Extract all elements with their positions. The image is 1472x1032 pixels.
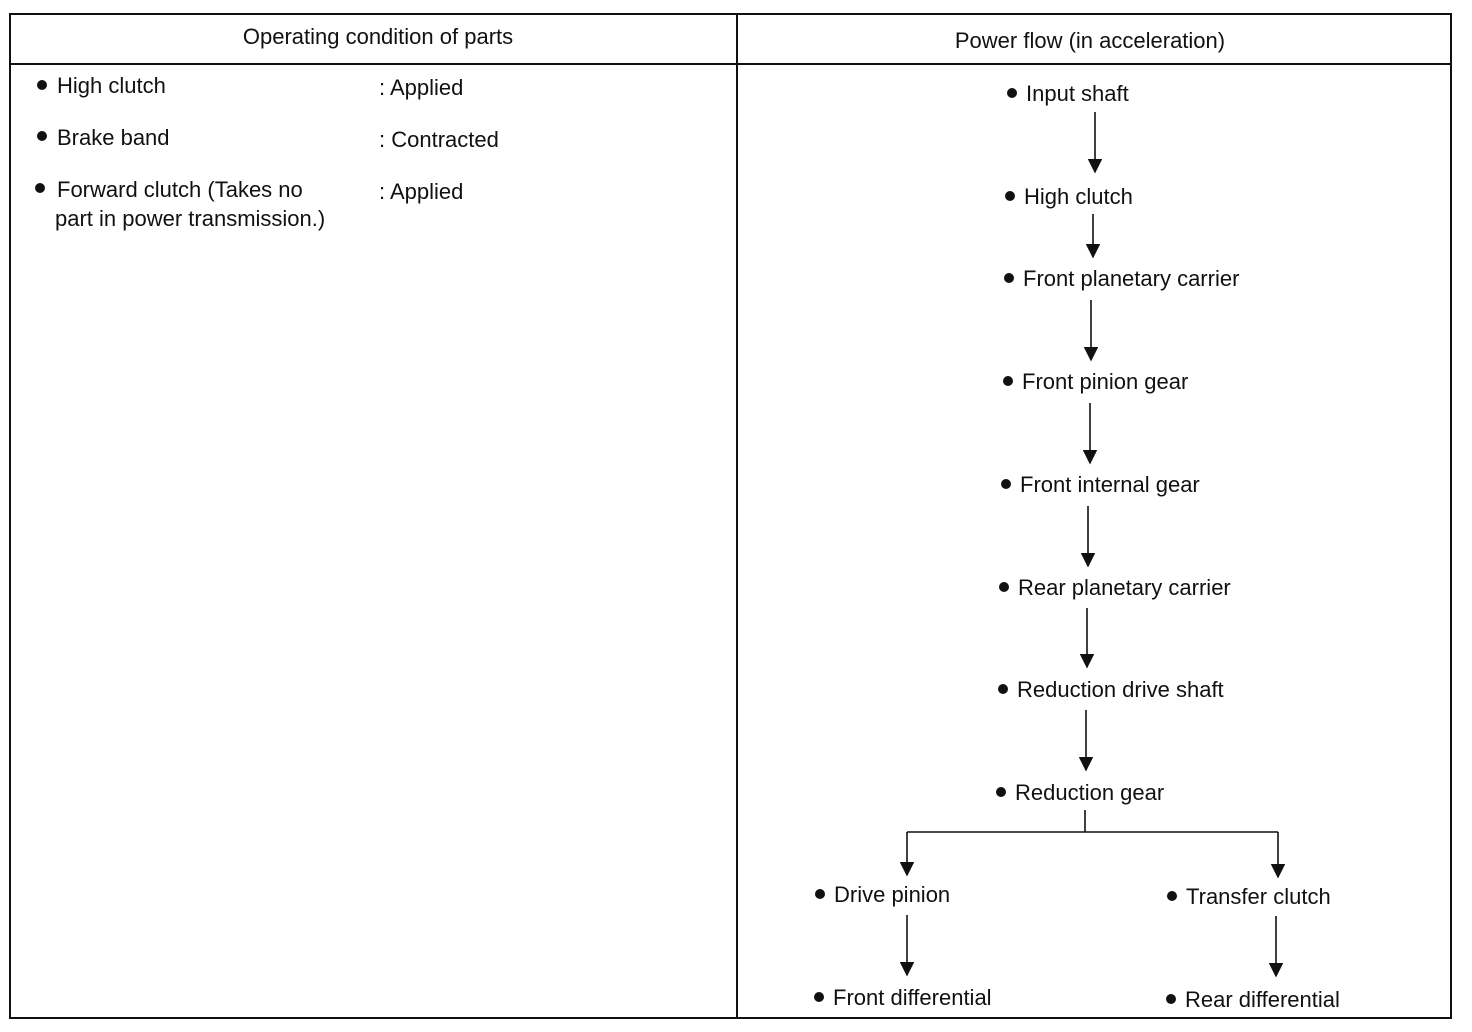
flow-node-label: Front planetary carrier xyxy=(1023,266,1240,291)
condition-item xyxy=(35,177,463,231)
bullet-icon xyxy=(815,889,825,899)
bullet-icon xyxy=(1004,273,1014,283)
bullet-icon xyxy=(1167,891,1177,901)
bullet-icon xyxy=(1001,479,1011,489)
flow-node xyxy=(1167,884,1331,909)
bullet-icon xyxy=(37,131,47,141)
condition-item xyxy=(37,73,463,100)
power-flow-chain xyxy=(996,81,1239,805)
bullet-icon xyxy=(37,80,47,90)
flow-node xyxy=(998,677,1224,702)
table-border xyxy=(10,14,1451,1018)
flow-node-label: Drive pinion xyxy=(834,882,951,907)
bullet-icon xyxy=(814,992,824,1002)
bullet-icon xyxy=(996,787,1006,797)
condition-state: : Applied xyxy=(379,179,464,204)
left-branch xyxy=(814,882,992,1010)
flow-node xyxy=(1001,472,1200,497)
condition-item xyxy=(37,125,499,152)
flow-node xyxy=(999,575,1231,600)
bullet-icon xyxy=(1007,88,1017,98)
flow-node-label: High clutch xyxy=(1024,184,1133,209)
flow-node-label: Reduction gear xyxy=(1015,780,1165,805)
flow-node xyxy=(1166,987,1340,1012)
bullet-icon xyxy=(1166,994,1176,1004)
flow-node xyxy=(815,882,950,907)
flow-node-label: Reduction drive shaft xyxy=(1017,677,1224,702)
flow-node-label: Front pinion gear xyxy=(1022,369,1189,394)
bullet-icon xyxy=(998,684,1008,694)
condition-state: : Applied xyxy=(379,75,464,100)
bullet-icon xyxy=(35,183,45,193)
right-column-header: Power flow (in acceleration) xyxy=(954,28,1226,53)
flow-node xyxy=(814,985,992,1010)
condition-state: : Contracted xyxy=(379,127,499,152)
flow-node xyxy=(996,780,1164,805)
flow-node-label: Front internal gear xyxy=(1020,472,1200,497)
flow-node xyxy=(1003,369,1188,394)
flow-node-label: Transfer clutch xyxy=(1186,884,1331,909)
condition-part: High clutch xyxy=(57,73,166,98)
condition-part: Brake band xyxy=(57,125,170,150)
right-branch xyxy=(1166,884,1340,1012)
condition-part-continued: part in power transmission.) xyxy=(55,206,326,231)
flow-node xyxy=(1005,184,1133,209)
bullet-icon xyxy=(1003,376,1013,386)
flow-node xyxy=(1004,266,1239,291)
branch-connector xyxy=(907,810,1278,877)
flow-node-label: Rear differential xyxy=(1185,987,1340,1012)
flow-node xyxy=(1007,81,1129,106)
flow-node-label: Front differential xyxy=(833,985,992,1010)
bullet-icon xyxy=(1005,191,1015,201)
bullet-icon xyxy=(999,582,1009,592)
condition-list xyxy=(35,73,499,231)
condition-part: Forward clutch (Takes no xyxy=(57,177,303,202)
flow-node-label: Input shaft xyxy=(1026,81,1129,106)
left-column-header: Operating condition of parts xyxy=(242,24,514,49)
flow-node-label: Rear planetary carrier xyxy=(1018,575,1231,600)
